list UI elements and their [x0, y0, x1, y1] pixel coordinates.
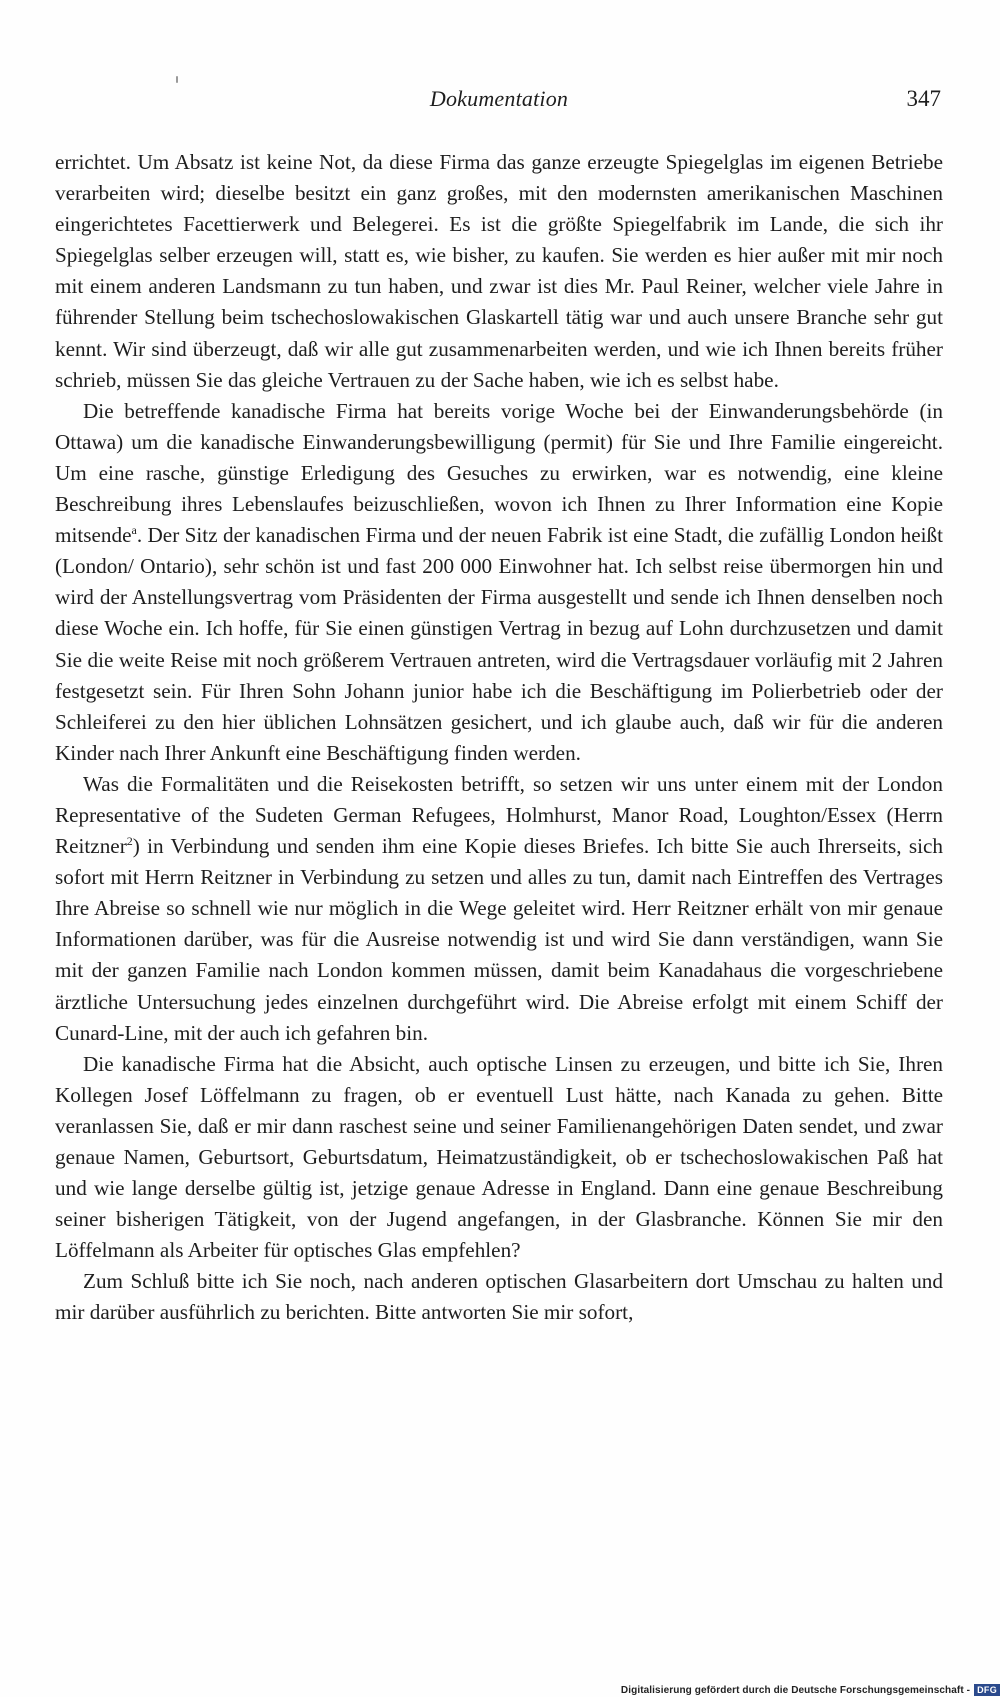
dfg-logo: DFG [974, 1684, 1000, 1696]
paragraph-2-text-a: Die betreffende kanadische Firma hat bereits vorige Woche bei der Einwanderungsbehörde (in Ottawa) um die kanadische Einwanderungsbewilligung (permit) für Sie und Ihre Familie eingereicht. Um eine rasche, günstige Erledigung des Gesuches zu erwirken, war es notwendig, eine kleine Beschreibung ihres Lebenslaufes beizuschließen, wovon ich Ihnen zu Ihrer Information eine Kopie mitsende [55, 398, 943, 548]
paragraph-3-text-b: ) in Verbindung und senden ihm eine Kopie dieses Briefes. Ich bitte Sie auch Ihrerseits, sich sofort mit Herrn Reitzner in Verbindung zu setzen und alles zu tun, damit nach Eintreffen des Vertrages Ihre Abreise so schnell wie nur möglich in die Wege geleitet wird. Herr Reitzner erhält von mir genaue Informationen darüber, was für die Ausreise notwendig ist und wird Sie dann verständigen, wann Sie mit der ganzen Familie nach London kommen müssen, damit beim Kanadahaus die vorgeschriebene ärztliche Untersuchung jedes einzelnen durchgeführt wird. Die Abreise erfolgt mit einem Schiff der Cunard-Line, mit der auch ich gefahren bin. [55, 834, 943, 1045]
page-number: 347 [906, 86, 941, 111]
body-text [55, 147, 943, 1329]
paragraph-5 [55, 1266, 943, 1328]
running-head [55, 84, 943, 114]
running-head-title: Dokumentation [429, 86, 569, 111]
paragraph-1 [55, 147, 943, 396]
paragraph-2-text-b: . Der Sitz der kanadischen Firma und der neuen Fabrik ist eine Stadt, die zufällig London heißt (London/ Ontario), sehr schön ist und fast 200 000 Einwohner hat. Ich selbst reise übermorgen hin und wird der Anstellungsvertrag vom Präsidenten der Firma ausgestellt und sende ich Ihnen denselben noch diese Woche ein. Ich hoffe, für Sie einen günstigen Vertrag in bezug auf Lohn durchzusetzen und damit Sie die weite Reise mit noch größerem Vertrauen antreten, wird die Vertragsdauer vorläufig mit 2 Jahren festgesetzt sein. Für Ihren Sohn Johann junior habe ich die Beschäftigung im Polierbetrieb oder der Schleiferei zu den hier üblichen Lohnsätzen gesichert, und ich glaube auch, daß wir für die anderen Kinder nach Ihrer Ankunft eine Beschäftigung finden werden. [55, 523, 943, 765]
scan-speck [176, 76, 178, 83]
paragraph-4-text: Die kanadische Firma hat die Absicht, auch optische Linsen zu erzeugen, und bitte ich Sie, Ihren Kollegen Josef Löffelmann zu fragen, ob er eventuell Lust hätte, nach Kanada zu gehen. Bitte veranlassen Sie, daß er mir dann raschest seine und seiner Familienangehörigen Daten sendet, und zwar genaue Namen, Geburtsort, Geburtsdatum, Heimatzuständigkeit, ob er tschechoslowakischen Paß hat und wie lange derselbe gültig ist, jetzige genaue Adresse in England. Dann eine genaue Beschreibung seiner bisherigen Tätigkeit, von der Jugend angefangen, in der Glasbranche. Können Sie mir den Löffelmann als Arbeiter für optisches Glas empfehlen? [55, 1051, 943, 1263]
paragraph-1-text: errichtet. Um Absatz ist keine Not, da diese Firma das ganze erzeugte Spiegelglas im eigenen Betriebe verarbeiten wird; dieselbe besitzt ein ganz großes, mit den modernsten amerikanischen Maschinen eingerichtetes Facettierwerk und Belegerei. Es ist die größte Spiegelfabrik im Lande, die sich ihr Spiegelglas selber erzeugen will, statt es, wie bisher, zu kaufen. Sie werden es hier außer mit mir noch mit einem anderen Landsmann zu tun haben, und zwar ist dies Mr. Paul Reiner, welcher viele Jahre in führender Stellung beim tschechoslowakischen Glaskartell tätig war und auch unsere Branche sehr gut kennt. Wir sind überzeugt, daß wir alle gut zusammenarbeiten werden, und wie ich Ihnen bereits früher schrieb, müssen Sie das gleiche Vertrauen zu der Sache haben, wie ich es selbst habe. [55, 150, 943, 392]
paragraph-5-text: Zum Schluß bitte ich Sie noch, nach anderen optischen Glasarbeitern dort Umschau zu halten und mir darüber ausführlich zu berichten. Bitte antworten Sie mir sofort, [55, 1269, 943, 1325]
editorial-note-marker-a: a [131, 523, 137, 538]
digitization-credit [621, 1683, 1000, 1697]
digitization-credit-text: Digitalisierung gefördert durch die Deutsche Forschungsgemeinschaft - [620, 1684, 971, 1696]
paragraph-3 [55, 769, 943, 1049]
paragraph-2 [55, 396, 943, 769]
paragraph-4 [55, 1049, 943, 1267]
footnote-marker-2: 2 [126, 834, 133, 848]
paragraph-3-text-a: Was die Formalitäten und die Reisekosten betrifft, so setzen wir uns unter einem mit der London Representative of the Sudeten German Refugees, Holmhurst, Manor Road, Loughton/Essex (Herrn Reitzner [55, 771, 943, 859]
